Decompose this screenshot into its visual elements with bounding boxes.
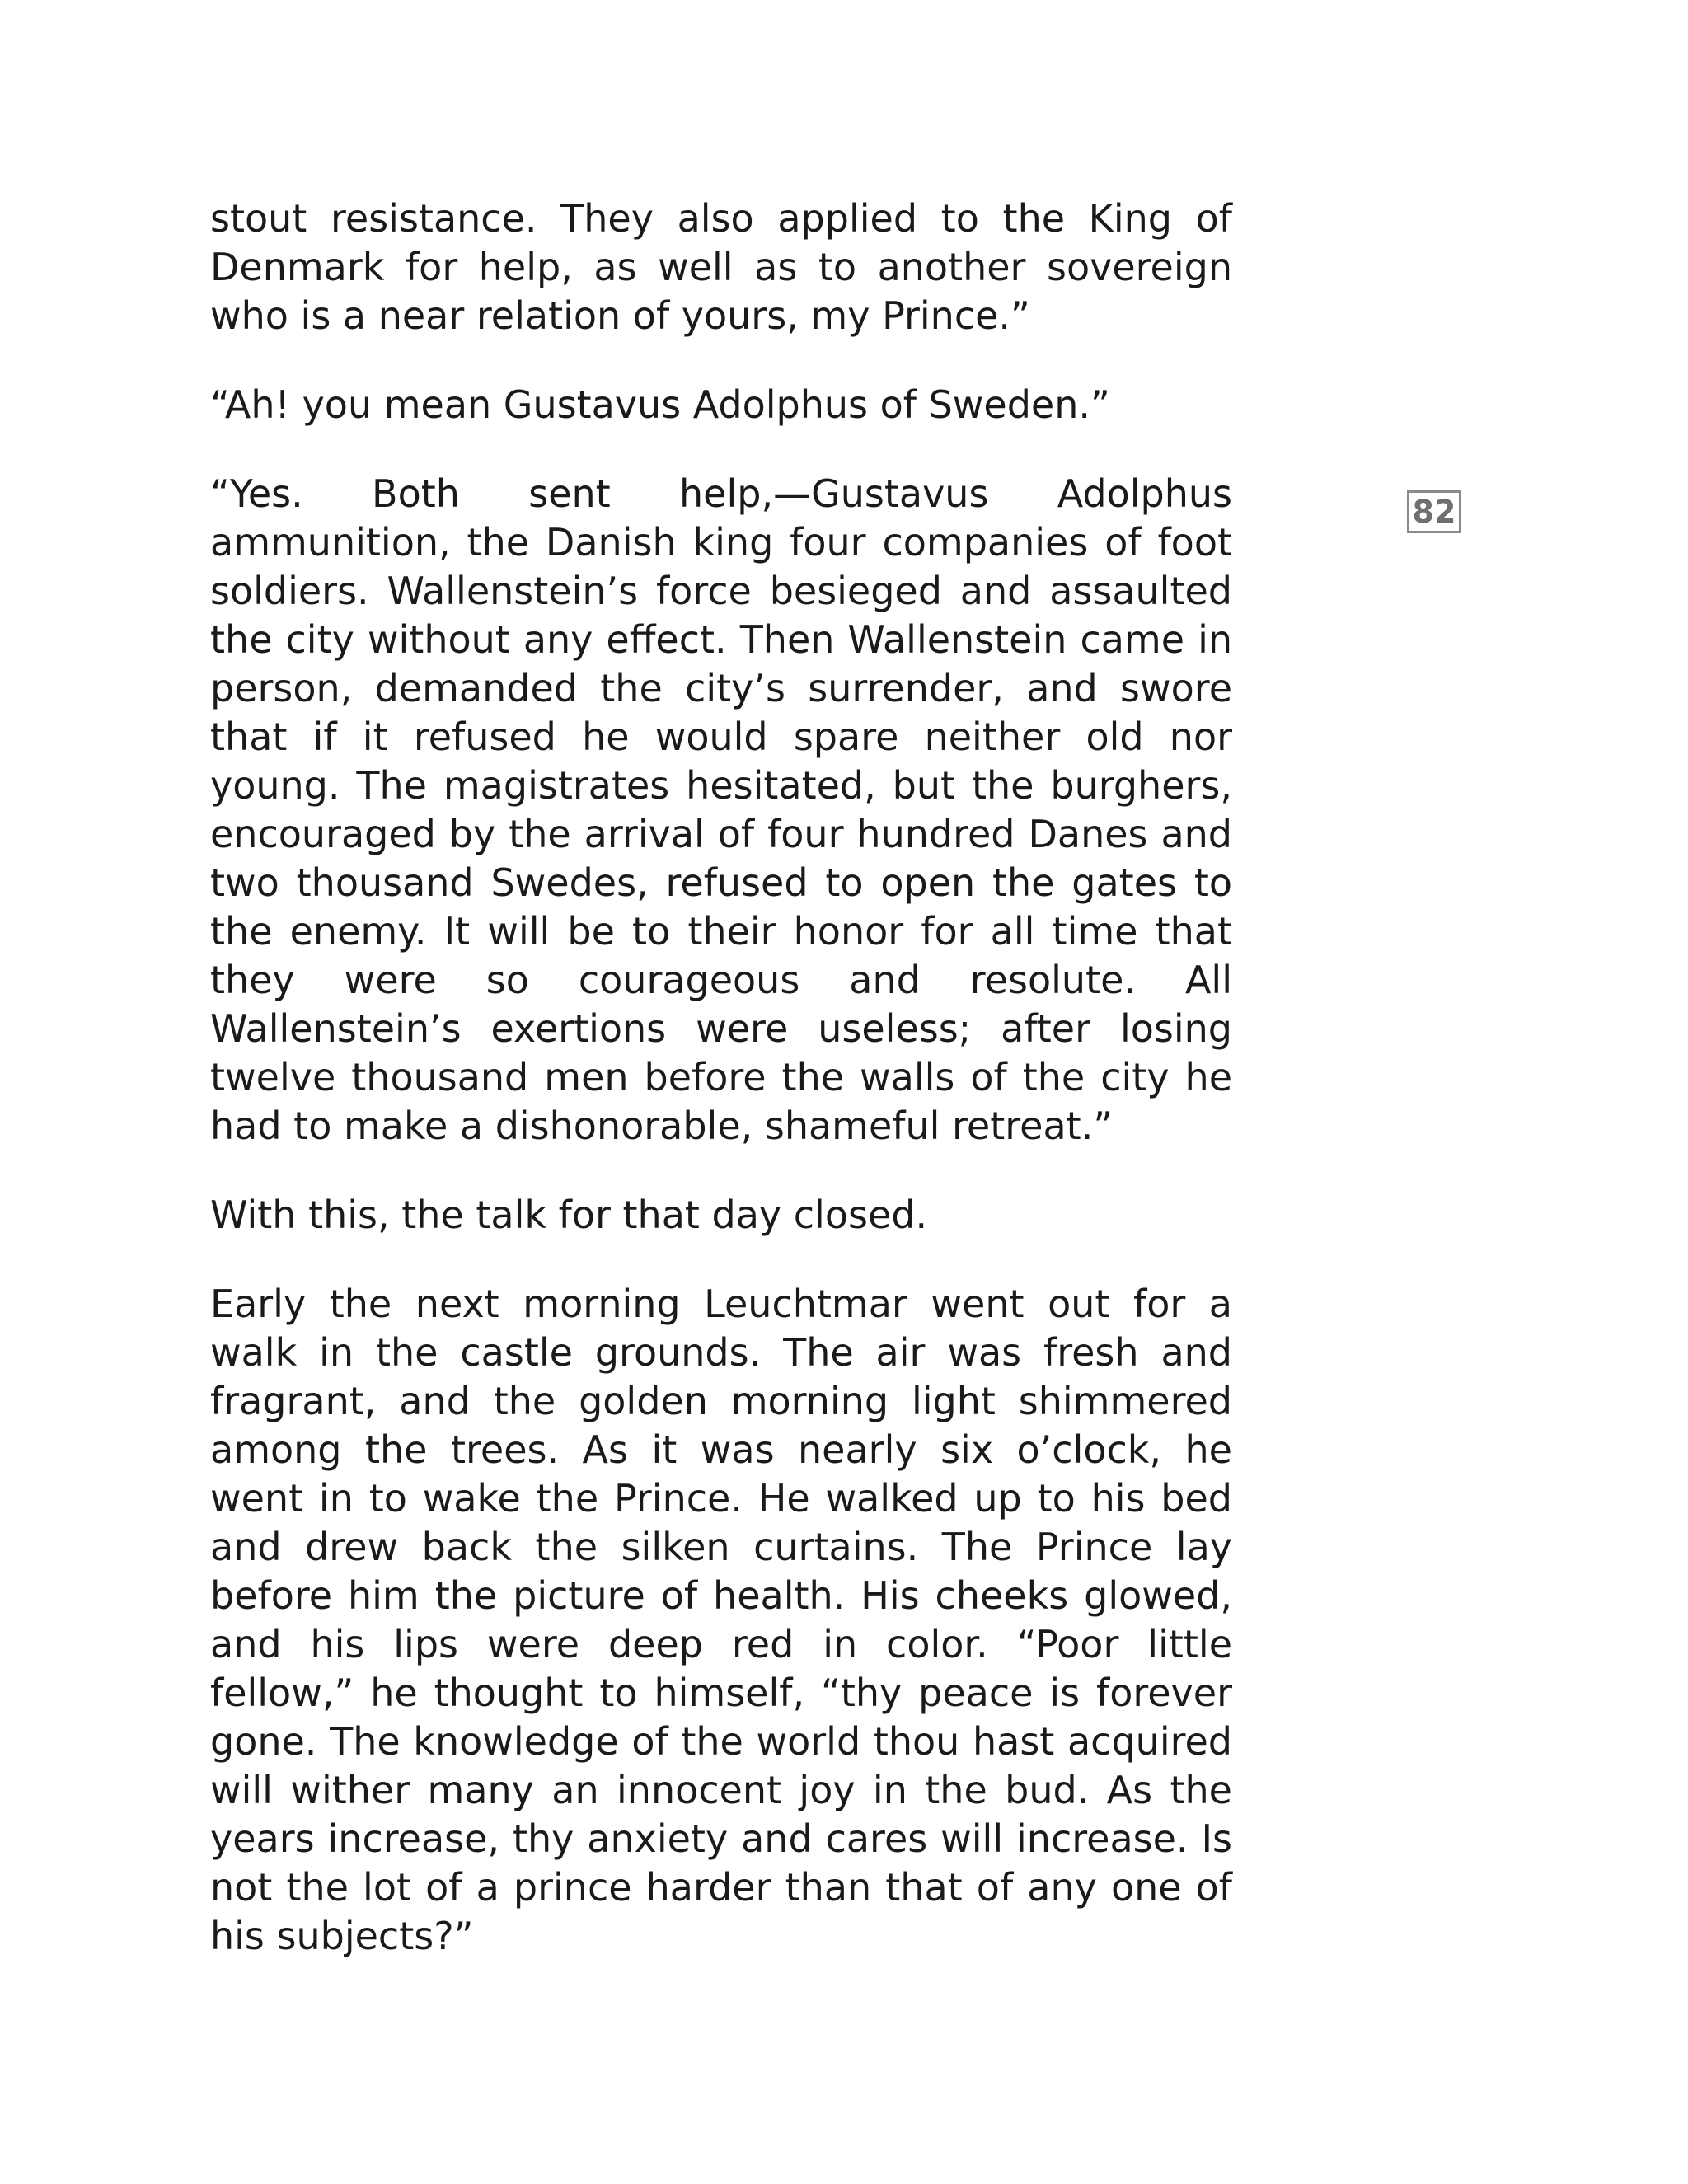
paragraph-3: “Yes. Both sent help,—Gustavus Adolphus ammunition, the Danish king four companies of foot soldiers. Wallenstein’s force besieged and assaulted the city without any effect. Then Wallenstein came in person, demanded the city’s surrender, and swore that if it refused he would spare neither old nor young. The magistrates hesitated, but the burghers, encouraged by the arrival of four hundred Danes and two thousand Swedes, refused to open the gates to the enemy. It will be to their honor for all time that they were so courageous and resolute. All Wallenstein’s exertions were useless; after losing twelve thousand men before the walls of the city he had to make a dishonorable, shameful retreat.” xyxy=(210,471,1232,1148)
paragraph-5: Early the next morning Leuchtmar went out for a walk in the castle grounds. The air was fresh and fragrant, and the golden morning light shimmered among the trees. As it was nearly six o’clock, he went in to wake the Prince. He walked up to his bed and drew back the silken curtains. The Prince lay before him the picture of health. His cheeks glowed, and his lips were deep red in color. “Poor little fellow,” he thought to himself, “thy peace is forever gone. The knowledge of the world thou hast acquired will wither many an innocent joy in the bud. As the years increase, thy anxiety and cares will increase. Is not the lot of a prince harder than that of any one of his subjects?” xyxy=(210,1282,1232,1958)
paragraph-4: With this, the talk for that day closed. xyxy=(210,1193,928,1237)
paragraph-2: “Ah! you mean Gustavus Adolphus of Sweden.” xyxy=(210,382,1110,427)
paragraph-1: stout resistance. They also applied to the King of Denmark for help, as well as to another sovereign who is a near relation of yours, my Prince.” xyxy=(210,196,1232,338)
body-text xyxy=(210,194,1232,2001)
page-number-badge: 82 xyxy=(1407,490,1461,533)
